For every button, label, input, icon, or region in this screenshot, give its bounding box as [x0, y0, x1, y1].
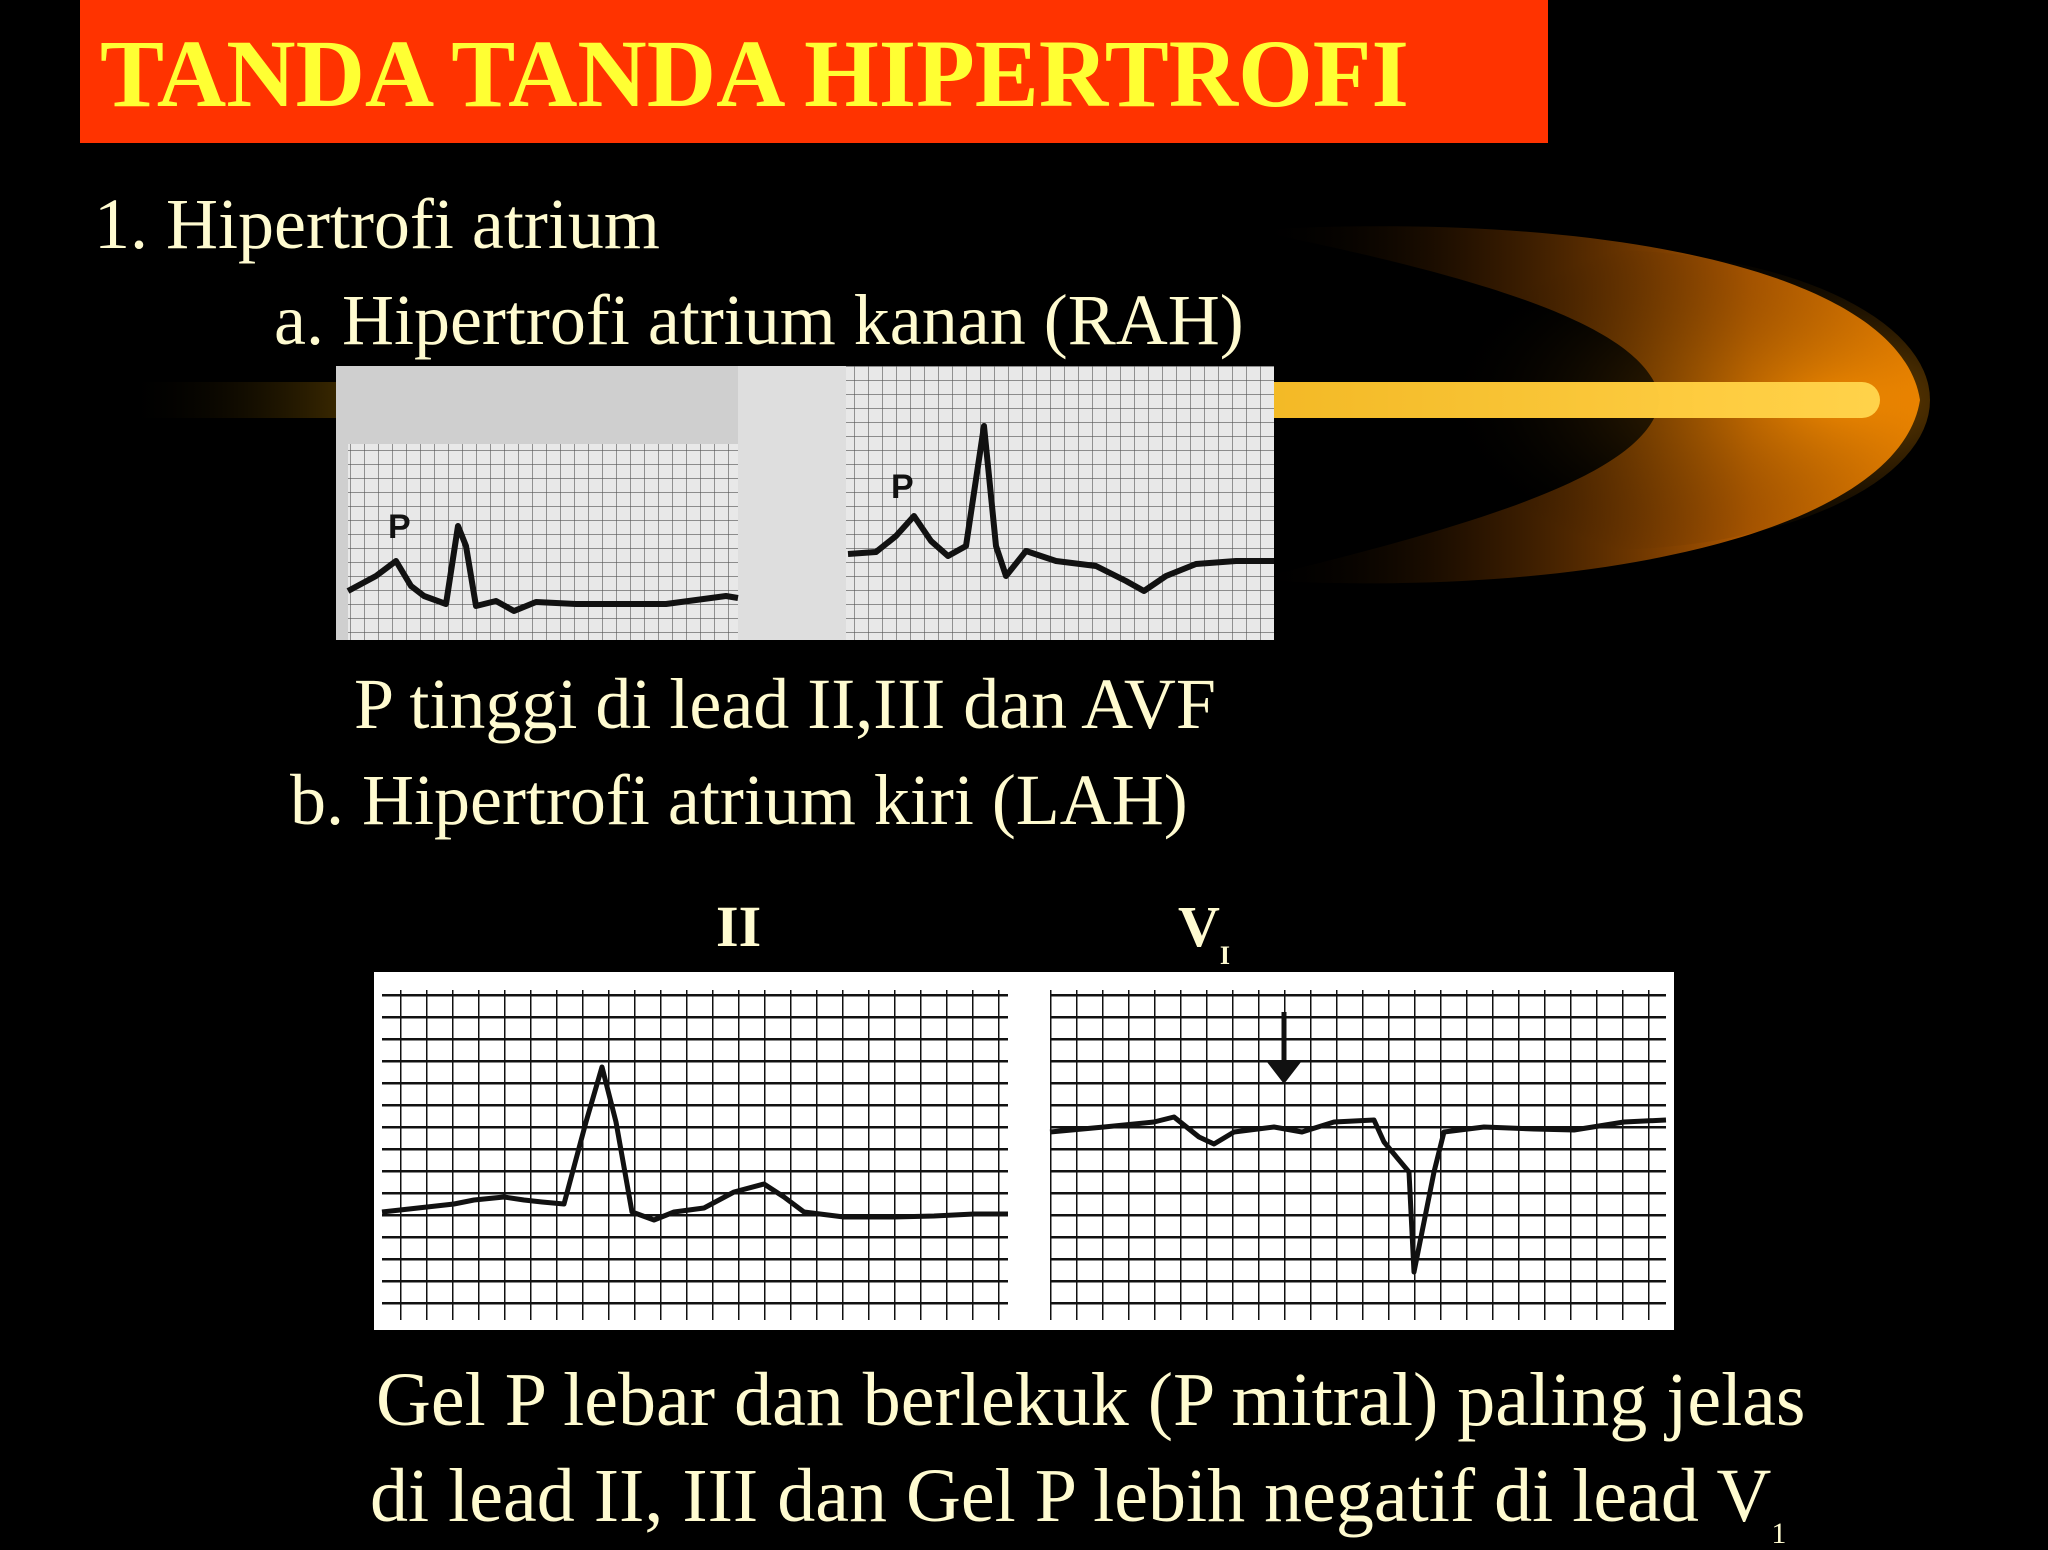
slide-title: TANDA TANDA HIPERTROFI — [100, 20, 1409, 127]
item-1a-heading: a. Hipertrofi atrium kanan (RAH) — [274, 280, 1244, 360]
lah-caption-line-1: Gel P lebar dan berlekuk (P mitral) paling jelas — [376, 1358, 1806, 1442]
rah-ecg-image — [336, 366, 1274, 640]
lah-caption-line-2-subscript: 1 — [1771, 1517, 1787, 1550]
rah-caption: P tinggi di lead II,III dan AVF — [354, 664, 1216, 744]
lah-caption-line-2-text: di lead II, III dan Gel P lebih negatif di lead V — [370, 1454, 1772, 1538]
lead-v-text: V — [1178, 894, 1220, 959]
lead-v1-label — [1178, 894, 1231, 970]
lead-v-subscript: I — [1219, 941, 1231, 970]
lead-ii-label: II — [716, 894, 762, 959]
lah-caption-line-2 — [370, 1454, 1787, 1550]
rah-left-p-marker: P — [388, 508, 411, 546]
lah-ecg-image — [374, 972, 1674, 1330]
rah-right-p-marker: P — [891, 468, 914, 506]
item-1-heading: 1. Hipertrofi atrium — [94, 184, 660, 264]
item-1b-heading: b. Hipertrofi atrium kiri (LAH) — [290, 760, 1188, 840]
